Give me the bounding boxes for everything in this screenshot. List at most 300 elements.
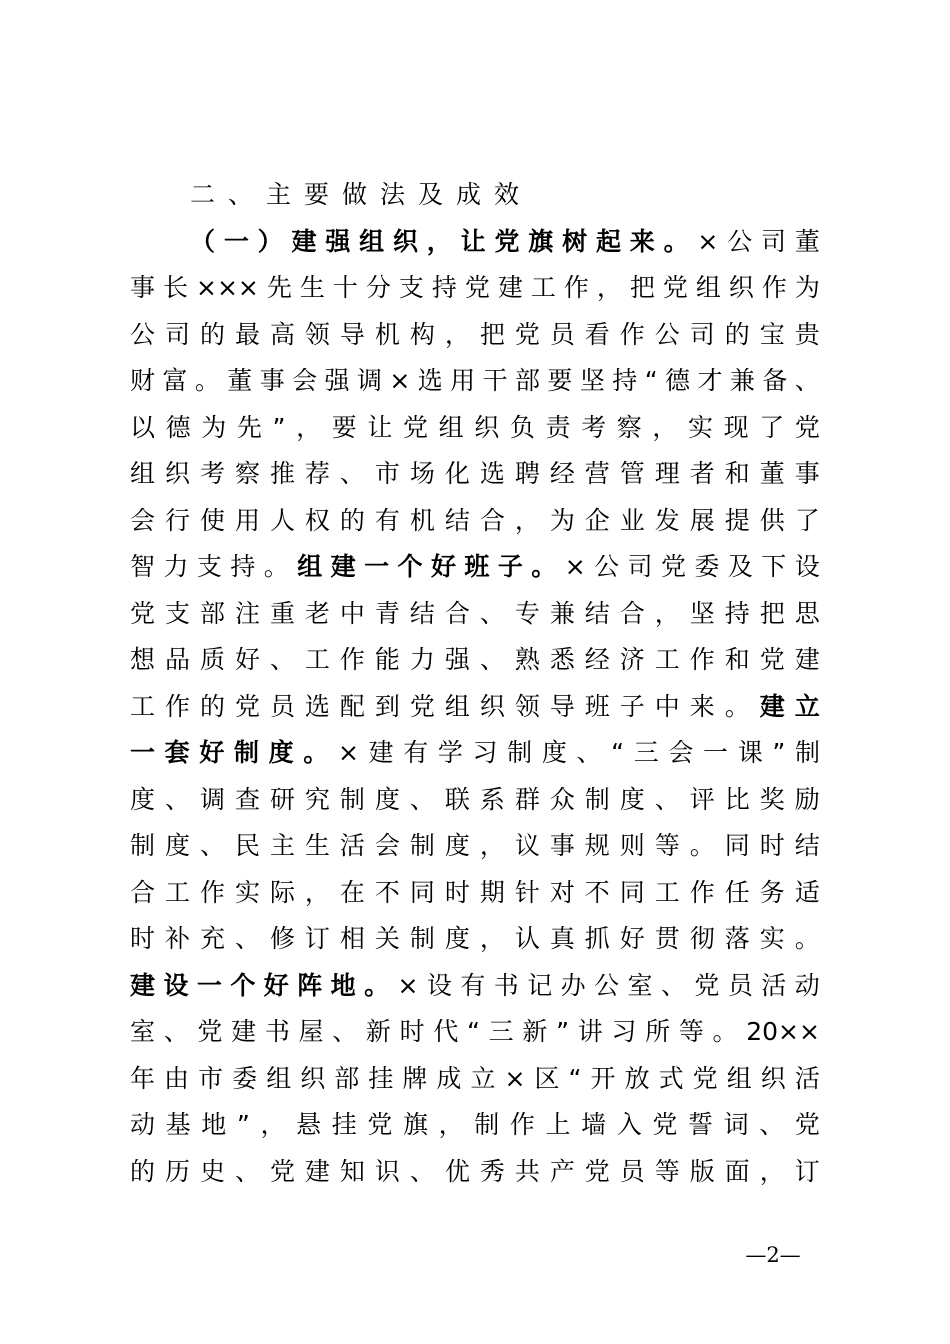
text-line <box>130 405 820 452</box>
bold-char: 好 <box>430 552 456 581</box>
bold-char: 起 <box>595 226 621 256</box>
char: 。 <box>794 924 820 953</box>
char: 。 <box>263 552 289 581</box>
char: 牌 <box>402 1063 428 1093</box>
section-heading <box>130 172 820 219</box>
char: 会 <box>374 831 400 860</box>
char: 为 <box>794 273 820 302</box>
char: 针 <box>514 877 540 907</box>
bold-char: 一 <box>223 226 249 256</box>
char: 度 <box>374 784 400 814</box>
char: 制 <box>409 924 435 953</box>
char: 党 <box>694 970 720 1000</box>
bold-char: 树 <box>562 226 588 256</box>
char: 组 <box>695 273 721 302</box>
char: 等 <box>678 1017 704 1046</box>
char: 党 <box>662 273 688 302</box>
char: 选 <box>479 459 505 488</box>
char: 党 <box>234 691 260 721</box>
char: 理 <box>654 459 680 488</box>
char: 产 <box>549 1156 575 1186</box>
char: 委 <box>232 1063 258 1093</box>
char: 织 <box>728 273 754 302</box>
char: 了 <box>794 505 820 535</box>
char: 调 <box>356 366 382 395</box>
char: 济 <box>619 645 645 674</box>
bold-char: 设 <box>163 970 189 1000</box>
char: 工 <box>654 645 680 674</box>
char: 持 <box>612 366 638 395</box>
char: 领 <box>304 319 330 349</box>
char: 财 <box>130 366 156 395</box>
char: 对 <box>549 877 575 907</box>
char: 贵 <box>794 319 820 349</box>
char: 的 <box>199 319 225 349</box>
char: 司 <box>689 319 715 349</box>
char: 认 <box>514 924 540 953</box>
char: 员 <box>727 970 753 1000</box>
bold-char: 建 <box>330 552 356 581</box>
char: 用 <box>234 505 260 535</box>
char: 讲 <box>577 1017 603 1046</box>
char: 聘 <box>514 459 540 488</box>
char: 悬 <box>296 1110 322 1139</box>
char: 动 <box>130 1110 156 1139</box>
char: 配 <box>339 691 365 721</box>
bold-char: 一 <box>130 738 156 767</box>
char: 历 <box>164 1156 190 1186</box>
char: 相 <box>339 924 365 953</box>
char: 强 <box>324 366 350 395</box>
char: 经 <box>549 459 575 488</box>
text-line <box>130 823 820 870</box>
bold-char: 建 <box>130 970 156 1000</box>
char: 强 <box>444 645 470 674</box>
char: 织 <box>300 1063 326 1093</box>
char: 制 <box>584 784 610 814</box>
char: 会 <box>130 505 156 535</box>
char: 组 <box>726 1063 752 1093</box>
char: 品 <box>164 645 190 674</box>
char: 上 <box>545 1110 571 1139</box>
char: 注 <box>234 598 260 628</box>
char: 党 <box>464 273 490 302</box>
char: 组 <box>438 412 464 442</box>
bold-char: 建 <box>759 691 785 721</box>
char: 制 <box>507 738 533 767</box>
char: 及 <box>727 552 753 581</box>
char: 党 <box>794 412 820 442</box>
char: 合 <box>130 877 156 907</box>
char: 察 <box>234 459 260 488</box>
char: 组 <box>130 459 156 488</box>
char: 设 <box>794 552 820 581</box>
char: ” <box>772 738 786 767</box>
char: 学 <box>437 738 463 767</box>
char: 评 <box>689 784 715 814</box>
char: 研 <box>269 784 295 814</box>
bold-char: 来 <box>629 226 655 256</box>
char: “ <box>644 366 658 395</box>
char: 活 <box>761 970 787 1000</box>
char: 代 <box>433 1017 459 1046</box>
char: 市 <box>198 1063 224 1093</box>
char: 识 <box>374 1156 400 1186</box>
char: 实 <box>759 924 785 953</box>
bold-char: 强 <box>325 226 351 256</box>
char: 机 <box>374 319 400 349</box>
char: 。 <box>712 1017 738 1046</box>
char: 要 <box>547 366 573 395</box>
char: 员 <box>619 1156 645 1186</box>
char: 制 <box>339 784 365 814</box>
char: 立 <box>470 1063 496 1093</box>
char: 司 <box>627 552 653 581</box>
char: 度 <box>164 831 190 860</box>
text-line <box>130 870 820 917</box>
bold-char: 组 <box>359 226 385 256</box>
char: 为 <box>201 412 227 442</box>
char: 党 <box>759 645 785 674</box>
char: 供 <box>759 505 785 535</box>
char: 使 <box>199 505 225 535</box>
char: 结 <box>794 831 820 860</box>
char: 行 <box>164 505 190 535</box>
char: 把 <box>629 273 655 302</box>
char: 为 <box>549 505 575 535</box>
char: 同 <box>409 877 435 907</box>
char: 班 <box>584 691 610 721</box>
char: 党 <box>692 1063 718 1093</box>
char: 修 <box>269 924 295 953</box>
char: 贯 <box>654 924 680 953</box>
char: 时 <box>130 924 156 953</box>
char: 室 <box>627 970 653 1000</box>
char: ， <box>479 924 505 953</box>
char: 党 <box>514 319 540 349</box>
char: 部 <box>199 598 225 628</box>
char: 有 <box>403 738 429 767</box>
char: 主 <box>269 831 295 860</box>
char: 民 <box>234 831 260 860</box>
char: 生 <box>299 273 325 302</box>
bold-char: （ <box>190 226 216 256</box>
char: 营 <box>584 459 610 488</box>
char: 持 <box>431 273 457 302</box>
body-text <box>130 172 820 1195</box>
char: 作 <box>619 319 645 349</box>
char: 导 <box>339 319 365 349</box>
bold-char: 。 <box>303 738 329 767</box>
char: 度 <box>541 738 567 767</box>
char: 工 <box>130 691 156 721</box>
char: 建 <box>231 1017 257 1046</box>
char: 室 <box>130 1017 156 1046</box>
char: 度 <box>619 784 645 814</box>
char: 下 <box>761 552 787 581</box>
char: 部 <box>334 1063 360 1093</box>
char: 真 <box>549 924 575 953</box>
bold-char: 地 <box>330 970 356 1000</box>
char: 知 <box>339 1156 365 1186</box>
char: 由 <box>164 1063 190 1093</box>
char: 。 <box>689 831 715 860</box>
char: 织 <box>760 1063 786 1093</box>
text-line <box>130 1102 820 1149</box>
char: 。 <box>194 366 220 395</box>
char: 设 <box>426 970 452 1000</box>
char: 、 <box>794 366 820 395</box>
char: × <box>337 738 359 767</box>
char: 考 <box>199 459 225 488</box>
char: 成 <box>436 1063 462 1093</box>
char: 委 <box>694 552 720 581</box>
char: 力 <box>163 552 189 581</box>
char: 作 <box>761 273 787 302</box>
char: 荐 <box>304 459 330 488</box>
char: 能 <box>374 645 400 674</box>
bold-char: 好 <box>199 738 225 767</box>
char: 了 <box>759 412 785 442</box>
char: 、 <box>164 784 190 814</box>
section-heading-text: 二、主要做法及成效 <box>190 180 533 209</box>
char: 度 <box>130 784 156 814</box>
char: “ <box>611 738 625 767</box>
char: 、 <box>234 1156 260 1186</box>
char: 作 <box>563 273 589 302</box>
char: 结 <box>584 598 610 628</box>
char: 员 <box>269 691 295 721</box>
char: 制 <box>794 738 820 767</box>
char: 词 <box>723 1110 749 1139</box>
bold-char: 度 <box>268 738 294 767</box>
bold-char: 阵 <box>297 970 323 1000</box>
char: 基 <box>165 1110 191 1139</box>
char: 年 <box>130 1063 156 1093</box>
char: 、 <box>409 784 435 814</box>
char: 史 <box>199 1156 225 1186</box>
char: 党 <box>269 1156 295 1186</box>
char: 察 <box>616 412 642 442</box>
char: 公 <box>130 319 156 349</box>
text-line <box>130 312 820 359</box>
char: 的 <box>130 1156 156 1186</box>
char: 制 <box>474 1110 500 1139</box>
char: 调 <box>199 784 225 814</box>
char: 、 <box>269 645 295 674</box>
char: 德 <box>665 366 691 395</box>
char: 挂 <box>331 1110 357 1139</box>
char: 公 <box>727 226 753 256</box>
char: 专 <box>514 598 540 628</box>
char: 习 <box>472 738 498 767</box>
char: 用 <box>450 366 476 395</box>
char: 充 <box>199 924 225 953</box>
text-line <box>130 637 820 684</box>
text-line <box>130 730 820 777</box>
text-line <box>130 684 820 731</box>
char: ” <box>236 1110 250 1139</box>
char: 生 <box>304 831 330 860</box>
char: 作 <box>199 877 225 907</box>
char: 最 <box>234 319 260 349</box>
char: × <box>504 1063 526 1093</box>
char: 在 <box>339 877 365 907</box>
char: 会 <box>668 738 694 767</box>
char: 补 <box>164 924 190 953</box>
char: 备 <box>762 366 788 395</box>
char: 悉 <box>549 645 575 674</box>
char: 德 <box>165 412 191 442</box>
char: 织 <box>164 459 190 488</box>
bold-char: 织 <box>392 226 418 256</box>
char: 实 <box>687 412 713 442</box>
char: 事 <box>794 459 820 488</box>
char: 度 <box>444 924 470 953</box>
char: 办 <box>560 970 586 1000</box>
bold-char: 让 <box>460 226 486 256</box>
char: 业 <box>619 505 645 535</box>
char: 质 <box>199 645 225 674</box>
char: 入 <box>616 1110 642 1139</box>
char: 先 <box>266 273 292 302</box>
char: 董 <box>794 226 820 256</box>
page-number: —2— <box>745 1243 801 1267</box>
char: 发 <box>654 505 680 535</box>
text-line <box>130 265 820 312</box>
char: 导 <box>549 691 575 721</box>
char: 机 <box>409 505 435 535</box>
char: 中 <box>339 598 365 628</box>
char: 老 <box>304 598 330 628</box>
char: 议 <box>514 831 540 860</box>
char: 屋 <box>298 1017 324 1046</box>
char: 工 <box>530 273 556 302</box>
char: “ <box>568 1063 582 1093</box>
char: 好 <box>234 645 260 674</box>
char: 组 <box>266 1063 292 1093</box>
char: 好 <box>619 924 645 953</box>
char: 合 <box>479 505 505 535</box>
char: 兼 <box>549 598 575 628</box>
text-line <box>130 963 820 1010</box>
bold-char: 一 <box>364 552 390 581</box>
text-line <box>130 916 820 963</box>
char: 坚 <box>689 598 715 628</box>
char: 建 <box>497 273 523 302</box>
bold-char: 组 <box>297 552 323 581</box>
char: 市 <box>374 459 400 488</box>
char: 一 <box>703 738 729 767</box>
bold-char: 。 <box>663 226 689 256</box>
char: 公 <box>594 552 620 581</box>
char: 等 <box>654 1156 680 1186</box>
char: 订 <box>794 1156 820 1186</box>
char: 同 <box>724 831 750 860</box>
char: 、 <box>163 1017 189 1046</box>
char: 时 <box>759 831 785 860</box>
char: 公 <box>654 319 680 349</box>
char: 的 <box>339 505 365 535</box>
char: 奖 <box>759 784 785 814</box>
char: 董 <box>759 459 785 488</box>
char: 经 <box>584 645 610 674</box>
char: ， <box>654 598 680 628</box>
char: 坚 <box>579 366 605 395</box>
char: 党 <box>402 412 428 442</box>
char: 书 <box>493 970 519 1000</box>
char: 青 <box>374 598 400 628</box>
char: 党 <box>584 1156 610 1186</box>
char: 比 <box>724 784 750 814</box>
char: 中 <box>654 691 680 721</box>
char: 工 <box>654 877 680 907</box>
char: 20×× <box>746 1017 820 1046</box>
char: 党 <box>367 1110 393 1139</box>
char: 合 <box>444 598 470 628</box>
char: 构 <box>409 319 435 349</box>
char: 实 <box>234 877 260 907</box>
bold-char: 好 <box>263 970 289 1000</box>
bold-char: 。 <box>531 552 557 581</box>
text-line <box>130 451 820 498</box>
char: 场 <box>409 459 435 488</box>
bold-char: ） <box>257 226 283 256</box>
char: 选 <box>304 691 330 721</box>
char: 董 <box>227 366 253 395</box>
char: 干 <box>482 366 508 395</box>
char: 抓 <box>584 924 610 953</box>
bold-char: 建 <box>291 226 317 256</box>
char: 支 <box>196 552 222 581</box>
char: 不 <box>584 877 610 907</box>
char: 事 <box>549 831 575 860</box>
text-line <box>130 358 820 405</box>
char: × <box>564 552 586 581</box>
char: 究 <box>304 784 330 814</box>
char: 组 <box>444 691 470 721</box>
char: 事 <box>130 273 156 302</box>
char: ， <box>444 319 470 349</box>
char: 三 <box>633 738 659 767</box>
char: 要 <box>331 412 357 442</box>
char: 党 <box>660 552 686 581</box>
char: 让 <box>367 412 393 442</box>
char: ， <box>514 505 540 535</box>
char: 课 <box>737 738 763 767</box>
char: 建 <box>304 1156 330 1186</box>
char: ， <box>596 273 622 302</box>
text-line <box>130 498 820 545</box>
char: 重 <box>269 598 295 628</box>
paragraph <box>130 219 820 1196</box>
char: × <box>389 366 411 395</box>
text-line <box>130 544 820 591</box>
char: 司 <box>164 319 190 349</box>
char: 开 <box>590 1063 616 1093</box>
bold-char: 。 <box>364 970 390 1000</box>
bold-char: 旗 <box>528 226 554 256</box>
char: 记 <box>527 970 553 1000</box>
char: 兼 <box>729 366 755 395</box>
char: ， <box>479 831 505 860</box>
text-line <box>130 777 820 824</box>
char: 、 <box>199 831 225 860</box>
char: 支 <box>398 273 424 302</box>
char: 织 <box>479 691 505 721</box>
bold-char: 制 <box>233 738 259 767</box>
char: 查 <box>234 784 260 814</box>
